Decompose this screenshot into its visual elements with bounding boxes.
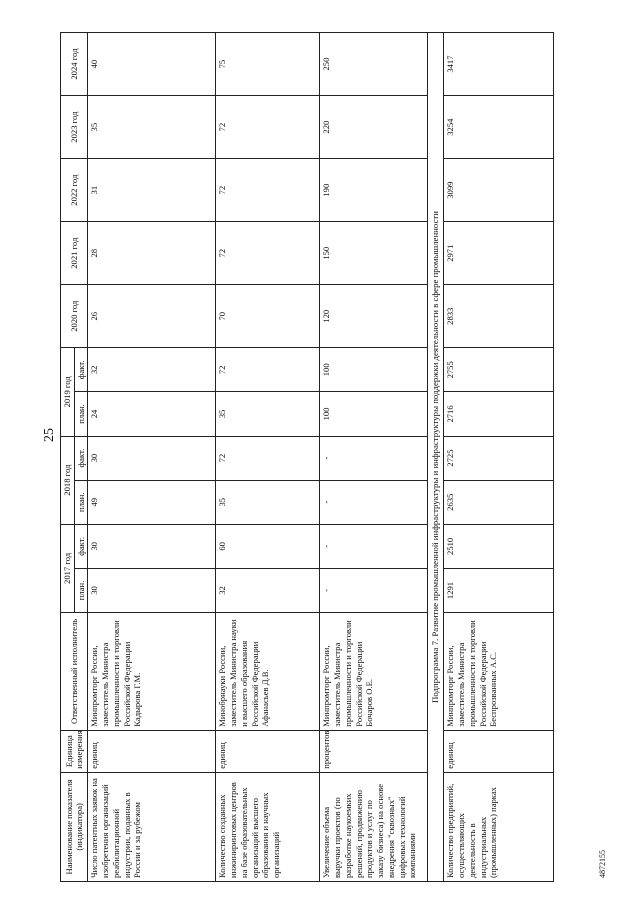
value-cell: 3417 bbox=[444, 33, 554, 96]
subprogram-row bbox=[428, 33, 444, 882]
value-cell: 30 bbox=[88, 524, 216, 568]
col-header-unit: Единица измерения bbox=[61, 730, 88, 772]
value-cell: 32 bbox=[88, 348, 216, 392]
col-header-fact: факт. bbox=[74, 348, 88, 392]
indicators-table-rotated bbox=[60, 32, 580, 882]
value-cell: 220 bbox=[320, 96, 428, 159]
value-cell: 2716 bbox=[444, 392, 554, 436]
value-cell: 70 bbox=[216, 285, 320, 348]
executor-cell: Минобрнауки России, заместитель Министра науки и высшего образования Российской Федерации Афанасьев Д.В. bbox=[216, 613, 320, 731]
value-cell: 1291 bbox=[444, 568, 554, 612]
value-cell: 72 bbox=[216, 159, 320, 222]
value-cell: - bbox=[320, 568, 428, 612]
col-header-plan: план. bbox=[74, 568, 88, 612]
col-header-fact: факт. bbox=[74, 436, 88, 480]
unit-cell: единиц bbox=[216, 730, 320, 772]
value-cell: 35 bbox=[88, 96, 216, 159]
col-header-2024: 2024 год bbox=[61, 33, 88, 96]
value-cell: 250 bbox=[320, 33, 428, 96]
page-number: 25 bbox=[42, 428, 57, 442]
value-cell: 2971 bbox=[444, 222, 554, 285]
executor-cell: Минпромторг России, заместитель Министра промышленности и торговли Российской Федерации Бочаров О.Е. bbox=[320, 613, 428, 731]
header-row-1 bbox=[61, 33, 75, 882]
value-cell: 30 bbox=[88, 436, 216, 480]
value-cell: 28 bbox=[88, 222, 216, 285]
col-header-2022: 2022 год bbox=[61, 159, 88, 222]
value-cell: 75 bbox=[216, 33, 320, 96]
value-cell: - bbox=[320, 524, 428, 568]
executor-cell: Минпромторг России, заместитель Министра промышленности и торговли Российской Федерации Беспрозванных А.С. bbox=[444, 613, 554, 731]
col-header-2021: 2021 год bbox=[61, 222, 88, 285]
value-cell: - bbox=[320, 480, 428, 524]
unit-cell: единиц bbox=[444, 730, 554, 772]
value-cell: 100 bbox=[320, 348, 428, 392]
value-cell: 2510 bbox=[444, 524, 554, 568]
executor-cell: Минпромторг России, заместитель Министра промышленности и торговли Российской Федерации Кадырова Г.М. bbox=[88, 613, 216, 731]
table-row bbox=[320, 33, 428, 882]
value-cell: 31 bbox=[88, 159, 216, 222]
value-cell: 35 bbox=[216, 480, 320, 524]
subprogram-title: Подпрограмма 7. Развитие промышленной инфраструктуры и инфраструктуры поддержки деятельности в сфере промышленности bbox=[428, 33, 444, 882]
value-cell: 100 bbox=[320, 392, 428, 436]
table-row bbox=[444, 33, 554, 882]
col-header-2023: 2023 год bbox=[61, 96, 88, 159]
indicator-name: Увеличение объема выручки проектов (по разработке наукоемких решений, продвижению продуктов и услуг по заказу бизнеса) на основе внедрения "сквозных" цифровых технологий компаниями bbox=[320, 772, 428, 881]
col-header-plan: план. bbox=[74, 392, 88, 436]
unit-cell: процентов bbox=[320, 730, 428, 772]
indicator-name: Количество созданных инжиниринговых центров на базе образовательных организаций высшего образования и научных организаций bbox=[216, 772, 320, 881]
col-header-fact: факт. bbox=[74, 524, 88, 568]
value-cell: 30 bbox=[88, 568, 216, 612]
value-cell: 2635 bbox=[444, 480, 554, 524]
value-cell: - bbox=[320, 436, 428, 480]
indicator-name: Число патентных заявок на изобретения организаций реабилитационной индустрии, поданных в России и за рубежом bbox=[88, 772, 216, 881]
value-cell: 24 bbox=[88, 392, 216, 436]
value-cell: 150 bbox=[320, 222, 428, 285]
col-header-2017: 2017 год bbox=[61, 524, 75, 612]
table-row bbox=[88, 33, 216, 882]
value-cell: 72 bbox=[216, 96, 320, 159]
unit-cell: единиц bbox=[88, 730, 216, 772]
col-header-name: Наименование показателя (индикатора) bbox=[61, 772, 88, 881]
col-header-2020: 2020 год bbox=[61, 285, 88, 348]
value-cell: 190 bbox=[320, 159, 428, 222]
table-row bbox=[216, 33, 320, 882]
value-cell: 49 bbox=[88, 480, 216, 524]
value-cell: 72 bbox=[216, 348, 320, 392]
value-cell: 120 bbox=[320, 285, 428, 348]
value-cell: 2833 bbox=[444, 285, 554, 348]
col-header-executor: Ответственный исполнитель bbox=[61, 613, 88, 731]
value-cell: 3254 bbox=[444, 96, 554, 159]
indicator-name: Количество предприятий, осуществляющих деятельность в индустриальных (промышленных) парках bbox=[444, 772, 554, 881]
value-cell: 35 bbox=[216, 392, 320, 436]
value-cell: 2725 bbox=[444, 436, 554, 480]
value-cell: 26 bbox=[88, 285, 216, 348]
value-cell: 60 bbox=[216, 524, 320, 568]
indicators-table bbox=[60, 32, 554, 882]
value-cell: 40 bbox=[88, 33, 216, 96]
document-id: 4872155 bbox=[598, 850, 607, 878]
value-cell: 32 bbox=[216, 568, 320, 612]
value-cell: 2755 bbox=[444, 348, 554, 392]
col-header-2018: 2018 год bbox=[61, 436, 75, 524]
value-cell: 72 bbox=[216, 436, 320, 480]
col-header-plan: план. bbox=[74, 480, 88, 524]
col-header-2019: 2019 год bbox=[61, 348, 75, 436]
value-cell: 72 bbox=[216, 222, 320, 285]
value-cell: 3099 bbox=[444, 159, 554, 222]
